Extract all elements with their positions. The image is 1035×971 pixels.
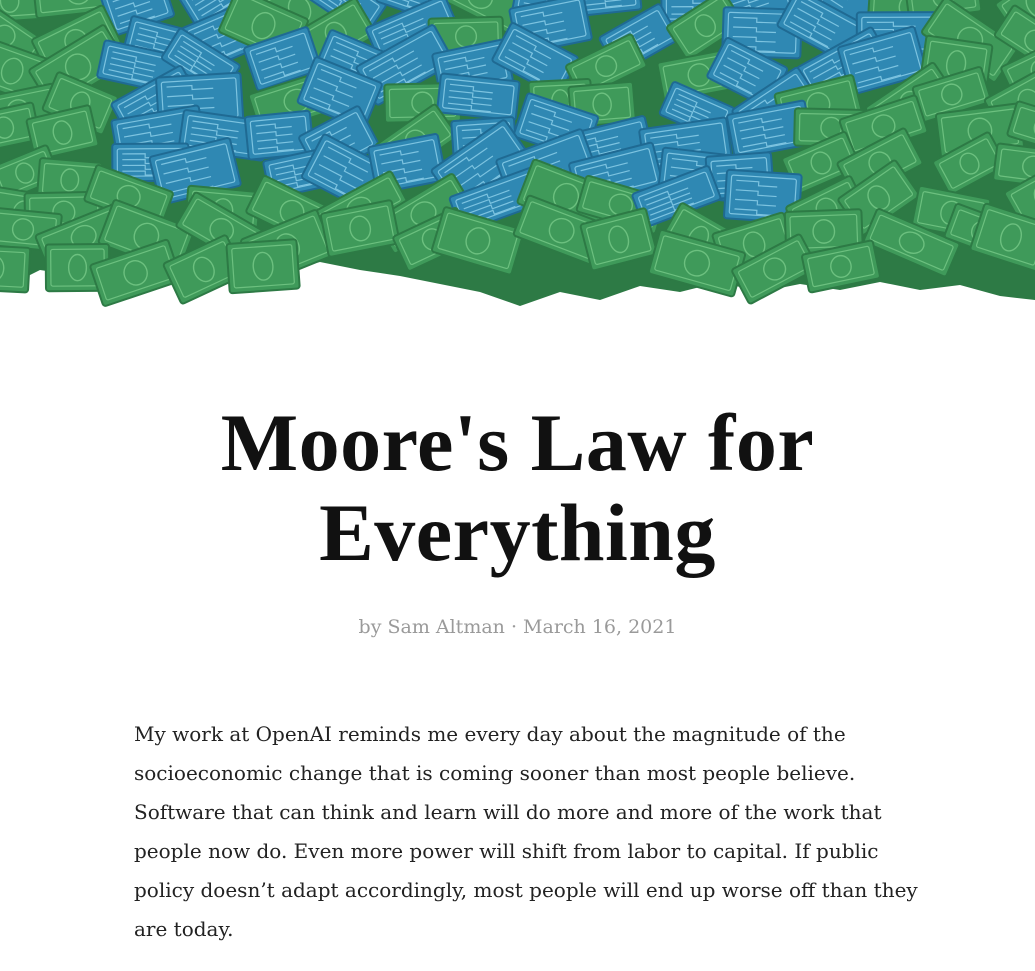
byline-separator: · [510, 616, 517, 638]
article-title-line-1: Moore's Law for [220, 397, 815, 488]
banknotes-illustration [0, 0, 1035, 312]
circuit-bill-icon [437, 73, 520, 120]
publish-date: March 16, 2021 [523, 616, 677, 638]
author-name[interactable]: Sam Altman [387, 616, 505, 638]
hero-illustration [0, 0, 1035, 312]
intro-paragraph: My work at OpenAI reminds me every day about the magnitude of the socioeconomic change that is coming sooner than most people believe. Software that can think and learn will do more and more of the work that people now do. Even more power will shift from labor to capital. If public policy doesn’t adapt accordingly, most people will end up worse off than they are today. [134, 722, 918, 941]
article-title [0, 398, 1035, 578]
byline [0, 616, 1035, 638]
article-title-line-2: Everything [319, 487, 716, 578]
dollar-bill-icon [0, 244, 30, 292]
dollar-bill-icon [226, 239, 299, 293]
byline-prefix: by [358, 616, 382, 638]
